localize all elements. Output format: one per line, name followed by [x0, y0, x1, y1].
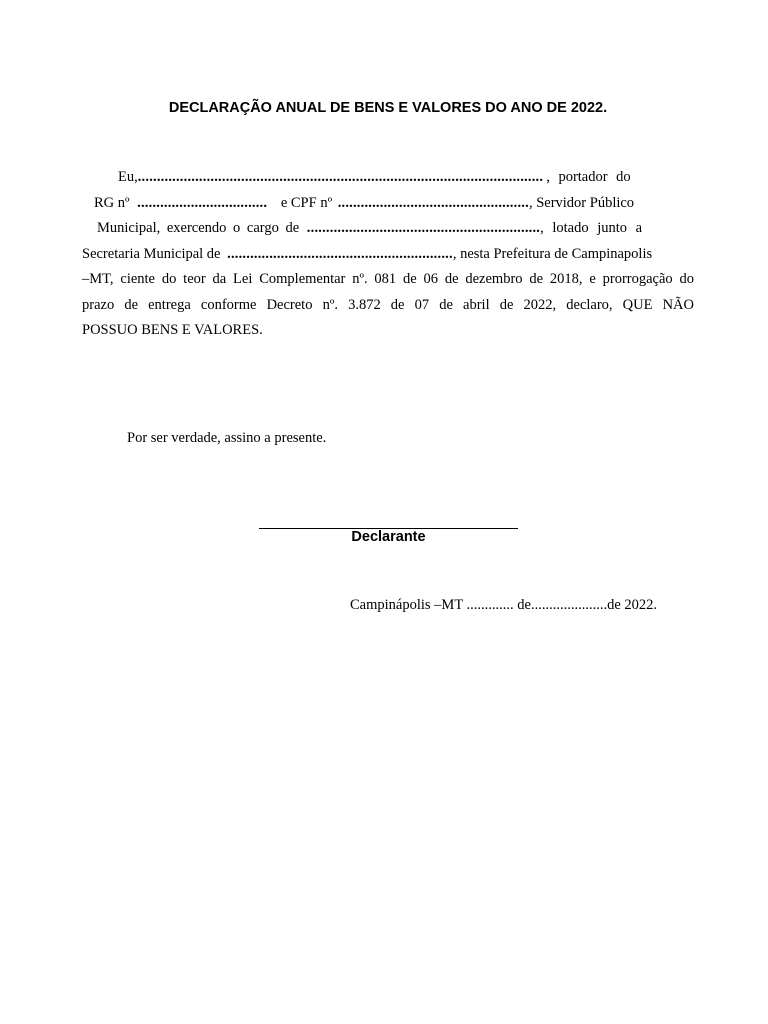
place-date: Campinápolis –MT ............. de.....................de 2022.	[350, 597, 658, 613]
body-line-1	[118, 168, 631, 186]
body-line-3	[97, 219, 642, 237]
body-line-5: –MT, ciente do teor da Lei Complementar nº. 081 de 06 de dezembro de 2018, e prorrogação do	[82, 271, 694, 287]
name-blank: ..........................................................................................................	[137, 169, 544, 185]
cpf-blank: ..................................................	[337, 195, 529, 211]
rg-blank: ..................................	[137, 195, 268, 211]
line3-suffix: , lotado junto a	[540, 220, 643, 236]
line2-suffix: , Servidor Público	[528, 195, 635, 211]
signature-label: Declarante	[351, 529, 426, 545]
secretaria-blank: ...........................................................	[227, 246, 453, 262]
rg-label: RG nº	[94, 195, 130, 211]
line4-prefix: Secretaria Municipal de	[82, 246, 221, 262]
body-line-7: POSSUO BENS E VALORES.	[82, 322, 263, 338]
line1-suffix: , portador do	[546, 169, 631, 185]
line3-prefix: Municipal, exercendo o cargo de	[97, 220, 300, 236]
body-line-6: prazo de entrega conforme Decreto nº. 3.872 de 07 de abril de 2022, declaro, QUE NÃO	[82, 297, 694, 313]
closing-statement: Por ser verdade, assino a presente.	[127, 430, 327, 446]
cargo-blank: .............................................................	[306, 220, 541, 236]
document-title: DECLARAÇÃO ANUAL DE BENS E VALORES DO ANO DE 2022.	[168, 100, 608, 116]
line1-prefix: Eu,	[118, 169, 138, 185]
line4-suffix: , nesta Prefeitura de Campinapolis	[452, 246, 653, 262]
body-line-2	[94, 194, 634, 212]
cpf-label: e CPF nº	[280, 195, 333, 211]
body-line-4	[82, 245, 652, 263]
